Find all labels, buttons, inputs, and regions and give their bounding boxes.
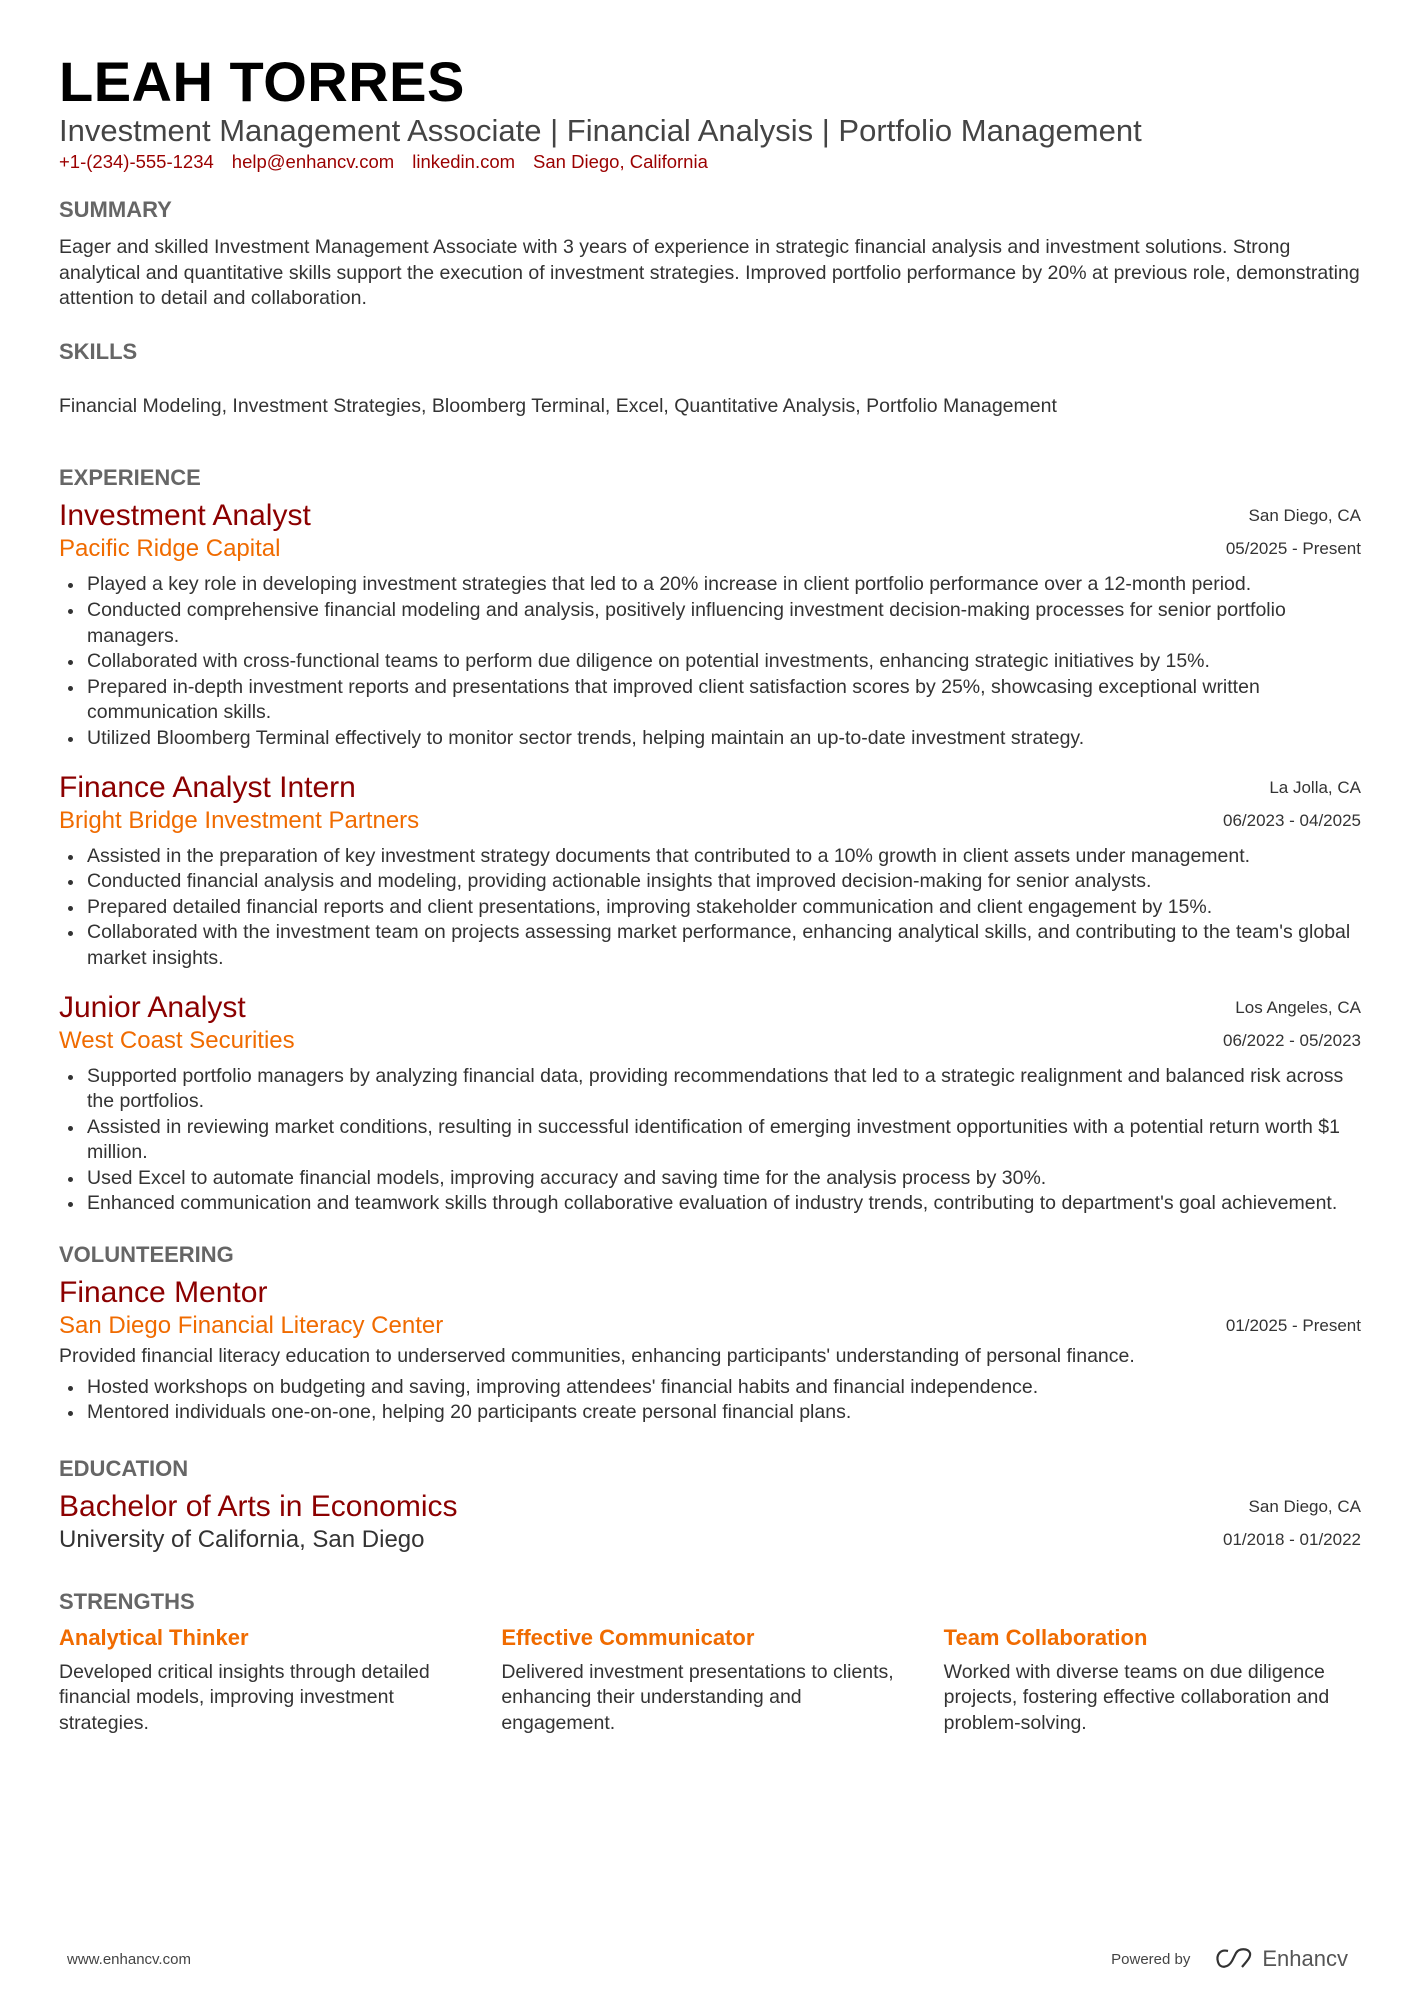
bullet: Conducted comprehensive financial modeling and analysis, positively influencing investment decision-making processes for senior portfolio managers. bbox=[59, 598, 1361, 649]
section-heading-summary: SUMMARY bbox=[59, 197, 172, 222]
email-link[interactable]: help@enhancv.com bbox=[231, 151, 395, 172]
degree: Bachelor of Arts in Economics bbox=[59, 1489, 458, 1523]
website-link[interactable]: www.enhancv.com bbox=[67, 1950, 191, 1968]
job-title: Finance Analyst Intern bbox=[59, 770, 356, 804]
bullet: Hosted workshops on budgeting and saving, improving attendees' financial habits and financial independence. bbox=[59, 1375, 1361, 1401]
job-bullets bbox=[59, 844, 1361, 972]
headline: Investment Management Associate | Financial Analysis | Portfolio Management bbox=[59, 113, 1142, 148]
section-heading-volunteering: VOLUNTEERING bbox=[59, 1242, 234, 1268]
company-name: West Coast Securities bbox=[59, 1026, 295, 1054]
contact-info bbox=[59, 150, 1361, 174]
bullet: Utilized Bloomberg Terminal effectively to monitor sector trends, helping maintain an up-to-date investment strategy. bbox=[59, 726, 1361, 752]
education-entry bbox=[59, 1489, 1361, 1555]
section-heading-strengths: STRENGTHS bbox=[59, 1588, 195, 1614]
volunteer-role: Finance Mentor bbox=[59, 1276, 268, 1310]
location: San Diego, California bbox=[533, 151, 708, 172]
strength-item bbox=[59, 1626, 476, 1737]
job-bullets bbox=[59, 1064, 1361, 1218]
bullet: Collaborated with cross-functional teams to perform due diligence on potential investments, enhancing strategic initiatives by 15%. bbox=[59, 649, 1361, 675]
job-location: San Diego, CA bbox=[1248, 506, 1361, 526]
job-dates: 05/2025 - Present bbox=[1225, 539, 1361, 559]
job-dates: 06/2023 - 04/2025 bbox=[1222, 810, 1361, 830]
strength-title: Effective Communicator bbox=[501, 1624, 755, 1650]
volunteer-bullets bbox=[59, 1375, 1361, 1426]
strength-text: Developed critical insights through detailed financial models, improving investment strategies. bbox=[59, 1660, 430, 1735]
bullet: Enhanced communication and teamwork skills through collaborative evaluation of industry trends, contributing to department's goal achievement. bbox=[59, 1191, 1361, 1217]
experience-entry bbox=[59, 498, 1361, 751]
strength-title: Team Collaboration bbox=[943, 1624, 1148, 1650]
company-name: Bright Bridge Investment Partners bbox=[59, 806, 420, 834]
bullet: Played a key role in developing investment strategies that led to a 20% increase in client portfolio performance over a 12-month period. bbox=[59, 572, 1361, 598]
volunteer-description: Provided financial literacy education to underserved communities, enhancing participants' understanding of personal finance. bbox=[59, 1345, 1135, 1368]
bullet: Conducted financial analysis and modeling, providing actionable insights that improved decision-making for senior analysts. bbox=[59, 869, 1361, 895]
strength-item bbox=[944, 1626, 1361, 1737]
job-location: La Jolla, CA bbox=[1269, 777, 1361, 797]
strength-item bbox=[501, 1626, 918, 1737]
job-title: Junior Analyst bbox=[59, 990, 246, 1024]
job-title: Investment Analyst bbox=[59, 499, 311, 533]
skills-list: Financial Modeling, Investment Strategies, Bloomberg Terminal, Excel, Quantitative Analysis, Portfolio Management bbox=[59, 394, 1057, 417]
experience-entry bbox=[59, 990, 1361, 1218]
job-location: Los Angeles, CA bbox=[1235, 997, 1361, 1017]
section-heading-skills: SKILLS bbox=[59, 338, 138, 364]
bullet: Prepared detailed financial reports and client presentations, improving stakeholder communication and client engagement by 15%. bbox=[59, 895, 1361, 921]
strengths-list bbox=[59, 1626, 1361, 1737]
footer bbox=[67, 1946, 1348, 1972]
powered-by-label: Powered by bbox=[1111, 1950, 1191, 1968]
linkedin-link[interactable]: linkedin.com bbox=[412, 151, 516, 172]
school: University of California, San Diego bbox=[59, 1525, 425, 1553]
enhancv-logo[interactable] bbox=[1214, 1946, 1348, 1972]
bullet: Assisted in reviewing market conditions, resulting in successful identification of emerging investment opportunities with a potential return worth $1 million. bbox=[59, 1115, 1361, 1166]
volunteer-org: San Diego Financial Literacy Center bbox=[59, 1312, 444, 1340]
candidate-name: LEAH TORRES bbox=[59, 50, 465, 113]
strength-text: Worked with diverse teams on due diligence projects, fostering effective collaboration and problem-solving. bbox=[943, 1660, 1330, 1735]
education-dates: 01/2018 - 01/2022 bbox=[1222, 1529, 1361, 1549]
education-location: San Diego, CA bbox=[1248, 1496, 1361, 1516]
phone-link[interactable]: +1-(234)-555-1234 bbox=[59, 151, 214, 172]
bullet: Supported portfolio managers by analyzing financial data, providing recommendations that led to a strategic realignment and balanced risk across the portfolios. bbox=[59, 1064, 1361, 1115]
volunteering-entry bbox=[59, 1275, 1361, 1426]
section-heading-experience: EXPERIENCE bbox=[59, 465, 201, 491]
bullet: Mentored individuals one-on-one, helping 20 participants create personal financial plans. bbox=[59, 1400, 1361, 1426]
job-dates: 06/2022 - 05/2023 bbox=[1222, 1030, 1361, 1050]
volunteer-dates: 01/2025 - Present bbox=[1225, 1316, 1361, 1336]
job-bullets bbox=[59, 572, 1361, 751]
brand-name: Enhancv bbox=[1262, 1946, 1348, 1971]
strength-title: Analytical Thinker bbox=[59, 1624, 249, 1650]
experience-entry bbox=[59, 770, 1361, 972]
summary-text: Eager and skilled Investment Management Associate with 3 years of experience in strategic financial analysis and investment solutions. Strong analytical and quantitative skills support the execution of investment strategies. Improved portfolio performance by 20% at previous role, demonstrating attention to detail and collaboration. bbox=[59, 236, 1360, 310]
bullet: Assisted in the preparation of key investment strategy documents that contributed to a 10% growth in client assets under management. bbox=[59, 844, 1361, 870]
section-heading-education: EDUCATION bbox=[59, 1455, 189, 1481]
enhancv-logo-icon bbox=[1214, 1947, 1254, 1971]
strength-text: Delivered investment presentations to clients, enhancing their understanding and engagement. bbox=[501, 1660, 894, 1735]
bullet: Used Excel to automate financial models, improving accuracy and saving time for the analysis process by 30%. bbox=[59, 1166, 1361, 1192]
company-name: Pacific Ridge Capital bbox=[59, 535, 281, 563]
bullet: Collaborated with the investment team on projects assessing market performance, enhancing analytical skills, and contributing to the team's global market insights. bbox=[59, 920, 1361, 971]
bullet: Prepared in-depth investment reports and presentations that improved client satisfaction scores by 25%, showcasing exceptional written communication skills. bbox=[59, 675, 1361, 726]
